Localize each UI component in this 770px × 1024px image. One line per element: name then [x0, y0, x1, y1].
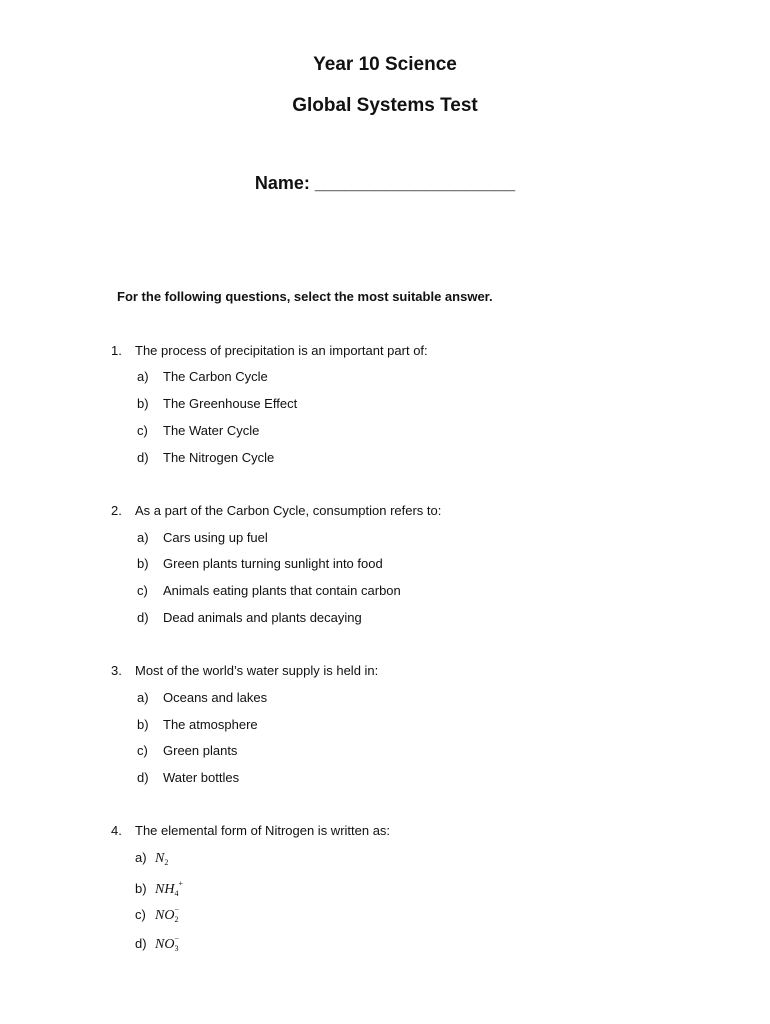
option-text: The Carbon Cycle: [163, 369, 268, 384]
formula-subscript: 2: [174, 914, 179, 924]
test-subtitle: Global Systems Test: [292, 95, 478, 116]
option-letter: d): [135, 936, 147, 951]
question-number: 1.: [111, 343, 122, 358]
option-text: The Nitrogen Cycle: [163, 450, 275, 465]
formula-subscript: 2: [164, 858, 169, 867]
question-4: [111, 823, 390, 838]
option-text: The Greenhouse Effect: [163, 396, 298, 411]
option-letter: c): [137, 583, 148, 598]
option-text: Water bottles: [163, 770, 240, 785]
option-letter: c): [137, 743, 148, 758]
question-1: [111, 343, 428, 358]
question-3: [111, 663, 378, 678]
option-2d[interactable]: [137, 610, 362, 625]
question-2: [111, 503, 441, 518]
option-letter: d): [137, 450, 149, 465]
formula-script: [174, 933, 180, 953]
option-text: Animals eating plants that contain carbon: [163, 583, 401, 598]
question-number: 3.: [111, 663, 122, 678]
formula-base: NO: [155, 908, 175, 923]
option-letter: b): [137, 556, 149, 571]
name-field-label: Name: ____________________: [254, 173, 516, 193]
option-text: Dead animals and plants decaying: [163, 610, 362, 625]
option-letter: b): [137, 396, 149, 411]
option-text: Cars using up fuel: [163, 530, 268, 545]
formula-superscript: +: [178, 879, 183, 888]
option-letter: d): [137, 610, 149, 625]
option-4b[interactable]: [135, 879, 183, 898]
option-3b[interactable]: [137, 717, 258, 732]
option-3c[interactable]: [137, 743, 237, 758]
formula-base: NO: [155, 937, 175, 952]
question-number: 2.: [111, 503, 122, 518]
formula: [155, 933, 180, 953]
question-text: As a part of the Carbon Cycle, consumption refers to:: [135, 503, 442, 518]
option-letter: a): [137, 530, 149, 545]
formula: [155, 904, 180, 924]
option-letter: d): [137, 770, 149, 785]
option-text: The Water Cycle: [163, 423, 260, 438]
option-3d[interactable]: [137, 770, 239, 785]
formula-superscript: −: [174, 904, 179, 914]
formula-subscript: 4: [174, 889, 179, 898]
option-1d[interactable]: [137, 450, 274, 465]
option-letter: a): [137, 690, 149, 705]
option-letter: b): [137, 717, 149, 732]
formula: [155, 879, 183, 898]
question-text: The process of precipitation is an important part of:: [135, 343, 428, 358]
formula-base: NH: [155, 882, 175, 897]
option-letter: a): [135, 850, 147, 865]
test-title: Year 10 Science: [313, 54, 457, 75]
option-letter: a): [137, 369, 149, 384]
option-1b[interactable]: [137, 396, 297, 411]
formula-script: [174, 904, 180, 924]
option-4a[interactable]: [135, 850, 168, 867]
option-1a[interactable]: [137, 369, 268, 384]
option-1c[interactable]: [137, 423, 259, 438]
option-letter: c): [135, 907, 146, 922]
option-4d[interactable]: [135, 933, 180, 953]
formula-subscript: 3: [174, 943, 179, 953]
formula-superscript: −: [174, 933, 179, 943]
option-letter: c): [137, 423, 148, 438]
option-letter: b): [135, 881, 147, 896]
option-2a[interactable]: [137, 530, 268, 545]
formula-base: N: [155, 851, 165, 866]
option-4c[interactable]: [135, 904, 180, 924]
option-2b[interactable]: [137, 556, 383, 571]
option-text: The atmosphere: [163, 717, 258, 732]
option-2c[interactable]: [137, 583, 401, 598]
question-text: Most of the world’s water supply is held in:: [135, 663, 379, 678]
option-text: Oceans and lakes: [163, 690, 268, 705]
instructions: For the following questions, select the most suitable answer.: [117, 289, 493, 304]
option-text: Green plants: [163, 743, 238, 758]
formula: [155, 851, 168, 866]
option-3a[interactable]: [137, 690, 267, 705]
question-number: 4.: [111, 823, 122, 838]
option-text: Green plants turning sunlight into food: [163, 556, 383, 571]
question-text: The elemental form of Nitrogen is written as:: [135, 823, 391, 838]
